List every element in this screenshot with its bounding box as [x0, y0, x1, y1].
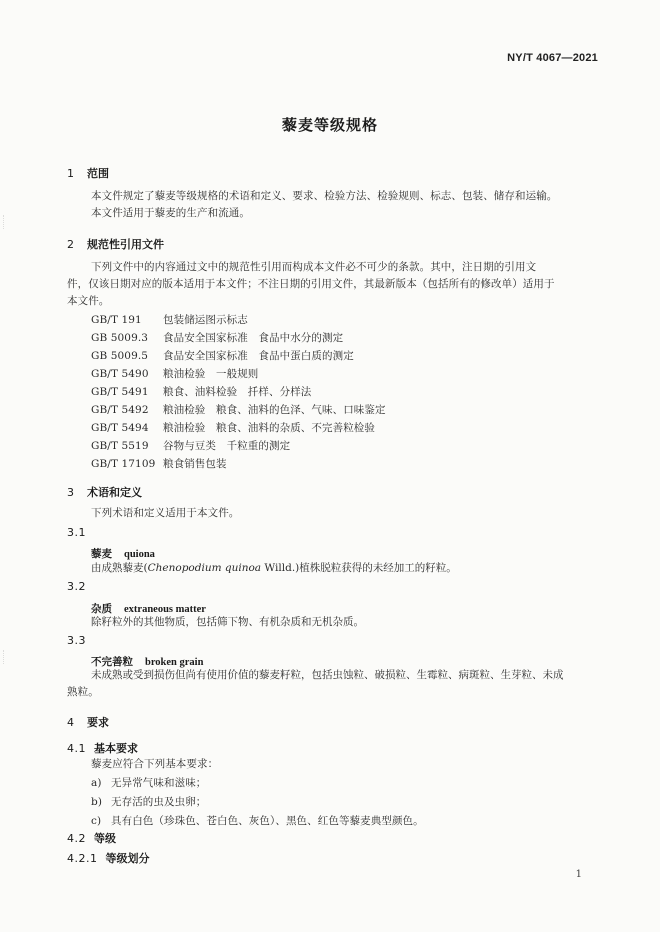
reference-title: 食品安全国家标准 食品中水分的测定	[163, 332, 344, 344]
reference-item	[91, 438, 290, 453]
scan-artifact	[3, 215, 14, 229]
term-3-3-number	[67, 634, 86, 647]
references-intro-line-2: 件，仅该日期对应的版本适用于本文件；不注日期的引用文件，其最新版本（包括所有的修改单）适用于	[67, 278, 555, 290]
scan-artifact	[3, 650, 14, 664]
section-label: 要求	[87, 716, 109, 729]
reference-code: GB/T 5491	[91, 386, 149, 398]
reference-item	[91, 348, 354, 363]
terms-intro: 下列术语和定义适用于本文件。	[91, 507, 240, 519]
term-extraneous-matter-definition: 除籽粒外的其他物质，包括筛下物、有机杂质和无机杂质。	[91, 616, 364, 628]
reference-item	[91, 384, 311, 399]
reference-item	[91, 456, 227, 471]
reference-item	[91, 402, 386, 417]
term-zh: 杂质	[91, 603, 112, 615]
scope-paragraph-2: 本文件适用于藜麦的生产和流通。	[91, 207, 250, 219]
reference-code: GB/T 5519	[91, 440, 149, 452]
clause-number: 3.3	[67, 634, 86, 647]
term-3-2-number	[67, 580, 86, 593]
reference-title: 粮油检验 粮食、油料的色泽、气味、口味鉴定	[163, 404, 386, 416]
reference-item	[91, 420, 375, 435]
reference-item	[91, 330, 343, 345]
term-broken-grain-definition-line-2: 熟粒。	[67, 686, 99, 698]
page-number: 1	[575, 869, 582, 880]
section-1-heading	[67, 165, 109, 181]
standard-number: NY/T 4067—2021	[507, 52, 598, 64]
clause-label: 等级	[94, 832, 116, 845]
clause-4-2-heading	[67, 830, 116, 846]
clause-number: 4.2	[67, 832, 86, 845]
term-quinoa	[91, 546, 155, 561]
item-marker: c)	[91, 815, 102, 827]
section-label: 规范性引用文件	[87, 238, 164, 251]
section-3-heading	[67, 484, 142, 500]
clause-number: 3.1	[67, 526, 86, 539]
clause-label: 等级划分	[105, 852, 150, 865]
reference-title: 粮食、油料检验 扦样、分样法	[163, 386, 312, 398]
reference-code: GB 5009.5	[91, 350, 149, 362]
section-label: 范围	[87, 167, 109, 180]
document-title: 藜麦等级规格	[281, 116, 378, 134]
clause-4-2-1-heading	[67, 850, 150, 866]
reference-title: 粮食销售包装	[163, 458, 227, 470]
clause-number: 4.2.1	[67, 852, 98, 865]
section-label: 术语和定义	[87, 486, 142, 499]
term-zh: 藜麦	[91, 548, 112, 560]
term-en: broken grain	[145, 657, 204, 668]
reference-title: 粮油检验 一般规则	[163, 368, 259, 380]
section-number: 2	[67, 238, 74, 251]
requirement-item	[91, 794, 206, 809]
reference-code: GB/T 5494	[91, 422, 149, 434]
term-en: extraneous matter	[124, 604, 206, 615]
latin-name: Chenopodium quinoa	[147, 562, 262, 574]
definition-text: Willd.)植株脱粒获得的未经加工的籽粒。	[261, 562, 457, 574]
section-number: 1	[67, 167, 74, 180]
term-zh: 不完善粒	[91, 656, 133, 668]
section-4-heading	[67, 714, 109, 730]
reference-title: 食品安全国家标准 食品中蛋白质的测定	[163, 350, 354, 362]
reference-title: 包装储运图示标志	[163, 314, 248, 326]
reference-title: 谷物与豆类 千粒重的测定	[163, 440, 291, 452]
reference-code: GB/T 5492	[91, 404, 149, 416]
reference-code: GB/T 5490	[91, 368, 149, 380]
item-marker: a)	[91, 777, 102, 789]
term-3-1-number	[67, 526, 86, 539]
scope-paragraph-1: 本文件规定了藜麦等级规格的术语和定义、要求、检验方法、检验规则、标志、包装、储存和运输。	[91, 190, 558, 202]
reference-code: GB/T 191	[91, 314, 142, 326]
references-intro-line-1: 下列文件中的内容通过文中的规范性引用而构成本文件必不可少的条款。其中，注日期的引用文	[91, 261, 537, 273]
reference-title: 粮油检验 粮食、油料的杂质、不完善粒检验	[163, 422, 375, 434]
references-intro-line-3: 本文件。	[67, 295, 110, 307]
clause-4-1-heading	[67, 740, 138, 756]
clause-number: 4.1	[67, 742, 86, 755]
item-text: 具有白色（珍珠色、苍白色、灰色）、黑色、红色等藜麦典型颜色。	[111, 815, 424, 827]
item-text: 无存活的虫及虫卵；	[111, 796, 207, 808]
item-text: 无异常气味和滋味；	[111, 777, 207, 789]
reference-item	[91, 366, 258, 381]
item-marker: b)	[91, 796, 103, 808]
requirement-item	[91, 813, 424, 828]
reference-item	[91, 312, 248, 327]
definition-text: 由成熟藜麦(	[91, 562, 148, 574]
requirements-intro: 藜麦应符合下列基本要求：	[91, 758, 219, 770]
section-2-heading	[67, 236, 164, 252]
section-number: 4	[67, 716, 74, 729]
reference-code: GB/T 17109	[91, 458, 156, 470]
term-en: quiona	[124, 549, 155, 560]
term-broken-grain-definition-line-1: 未成熟或受到损伤但尚有使用价值的藜麦籽粒，包括虫蚀粒、破损粒、生霉粒、病斑粒、生芽粒、未成	[91, 669, 564, 681]
section-number: 3	[67, 486, 74, 499]
term-quinoa-definition	[91, 560, 597, 577]
clause-number: 3.2	[67, 580, 86, 593]
clause-label: 基本要求	[94, 742, 138, 755]
requirement-item	[91, 775, 206, 790]
reference-code: GB 5009.3	[91, 332, 149, 344]
